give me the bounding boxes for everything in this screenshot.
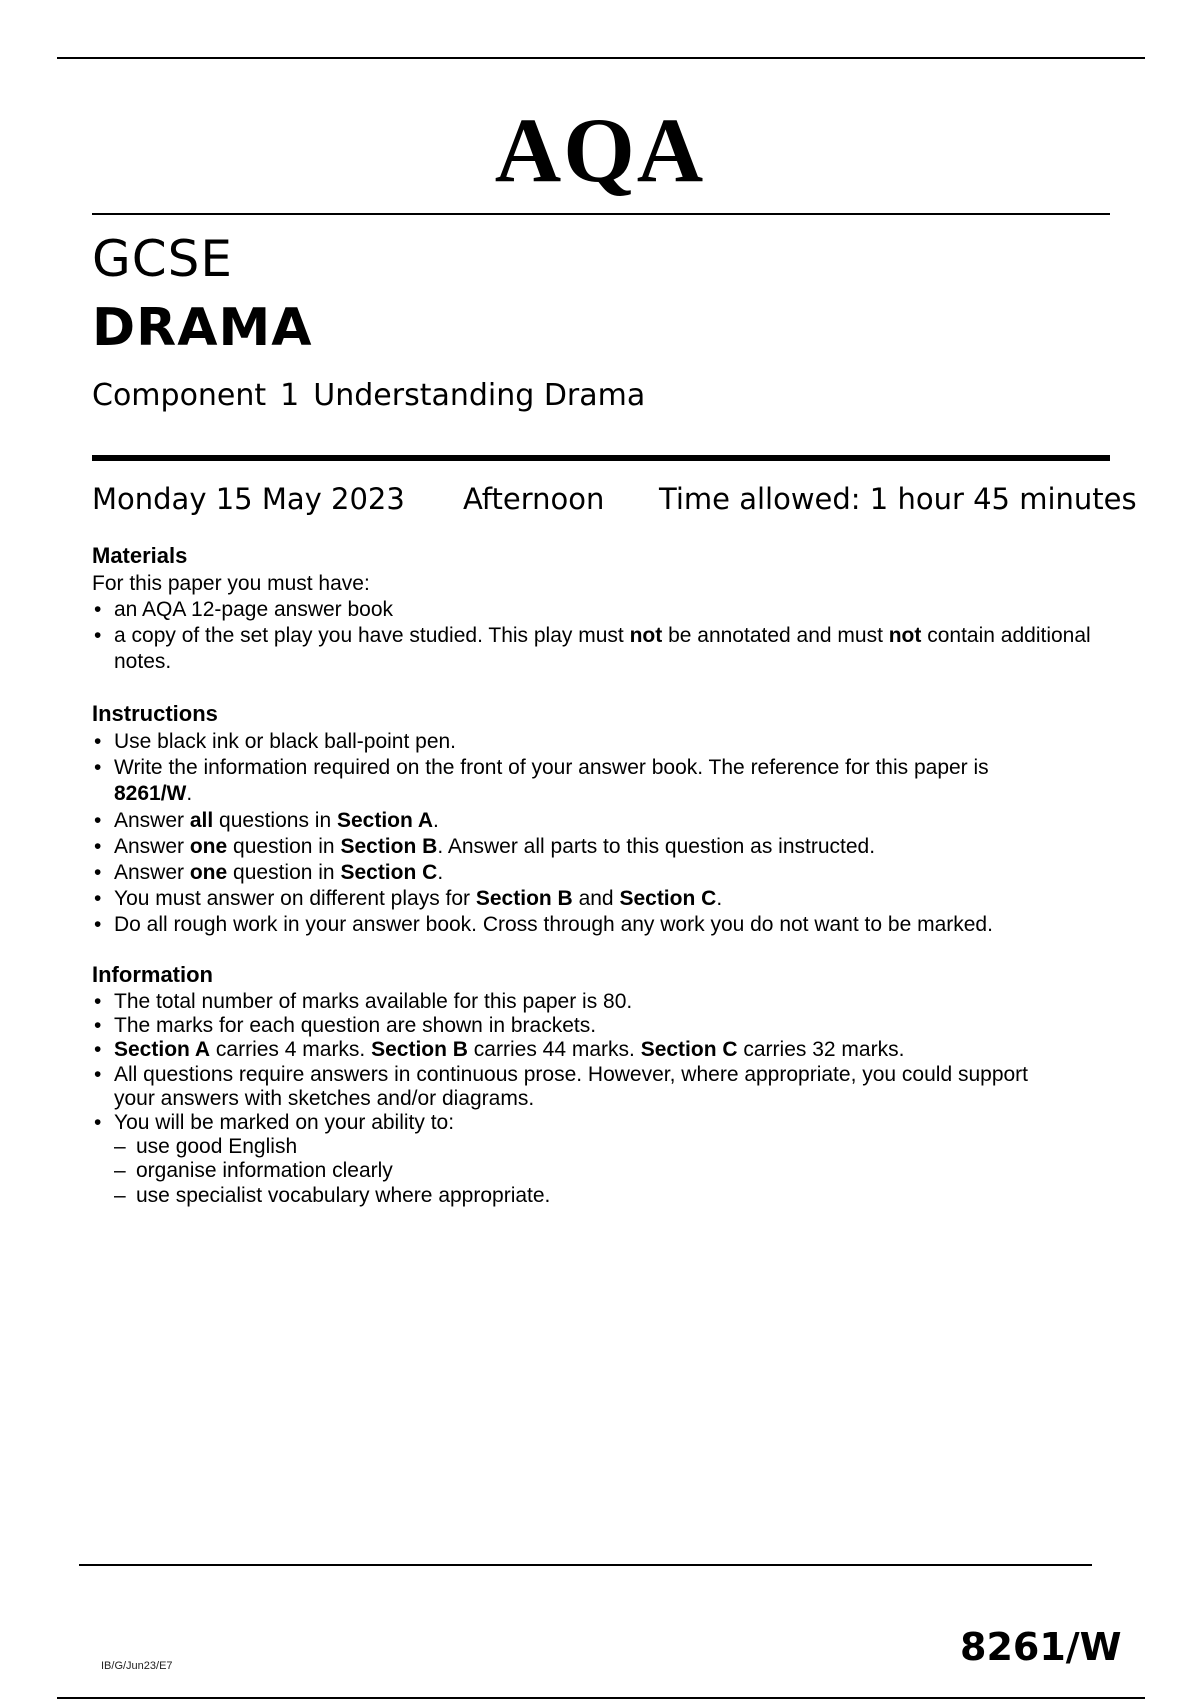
materials-section — [92, 543, 1102, 675]
list-item: • a copy of the set play you have studied. This play must not be annotated and must not contain additional notes. — [92, 623, 1102, 675]
footer-rule — [57, 1697, 1145, 1699]
thick-rule — [92, 455, 1110, 461]
top-rule — [57, 57, 1145, 59]
list-item: – organise information clearly — [92, 1159, 1102, 1183]
aqa-logo: AQA — [494, 99, 706, 201]
list-item: • Write the information required on the front of your answer book. The reference for this paper is 8261/W. — [92, 755, 994, 807]
list-item: • The marks for each question are shown in brackets. — [92, 1014, 1102, 1038]
subject-title: DRAMA — [92, 298, 313, 358]
list-item: • Answer one question in Section C. — [92, 860, 1102, 886]
component-label: Component — [92, 378, 267, 413]
list-item: • Do all rough work in your answer book. Cross through any work you do not want to be marked. — [92, 912, 1102, 938]
component-line — [92, 378, 646, 413]
list-item: • Section A carries 4 marks. Section B carries 44 marks. Section C carries 32 marks. — [92, 1038, 1102, 1062]
materials-intro: For this paper you must have: — [92, 572, 370, 595]
materials-heading: Materials — [92, 543, 188, 568]
list-item: • The total number of marks available for this paper is 80. — [92, 990, 1102, 1014]
list-item: • You will be marked on your ability to: — [92, 1111, 1102, 1135]
component-title: Understanding Drama — [313, 378, 646, 413]
information-heading: Information — [92, 962, 213, 987]
exam-session: Afternoon — [463, 482, 605, 516]
list-item: – use good English — [92, 1135, 1102, 1159]
paper-code: 8261/W — [960, 1625, 1122, 1669]
time-allowed: Time allowed: 1 hour 45 minutes — [659, 482, 1137, 516]
component-number: 1 — [280, 378, 300, 413]
list-item: • All questions require answers in continuous prose. However, where appropriate, you could support your answers with sketches and/or diagrams. — [92, 1063, 1034, 1111]
materials-list — [92, 597, 1102, 675]
list-item: • You must answer on different plays for Section B and Section C. — [92, 886, 1102, 912]
list-item: • Answer one question in Section B. Answer all parts to this question as instructed. — [92, 834, 1102, 860]
information-list — [92, 990, 1102, 1208]
list-item: • Answer all questions in Section A. — [92, 808, 1102, 834]
bottom-rule — [79, 1564, 1092, 1566]
instructions-list — [92, 729, 1102, 939]
qualification: GCSE — [92, 230, 233, 288]
information-section — [92, 962, 1102, 1208]
instructions-section — [92, 701, 1102, 939]
instructions-heading: Instructions — [92, 701, 218, 726]
exam-date: Monday 15 May 2023 — [92, 482, 405, 516]
list-item: – use specialist vocabulary where appropriate. — [92, 1184, 1102, 1208]
logo-rule — [92, 213, 1110, 215]
footer-reference: IB/G/Jun23/E7 — [101, 1660, 173, 1672]
list-item: • an AQA 12-page answer book — [92, 597, 1102, 623]
list-item: • Use black ink or black ball-point pen. — [92, 729, 1102, 755]
